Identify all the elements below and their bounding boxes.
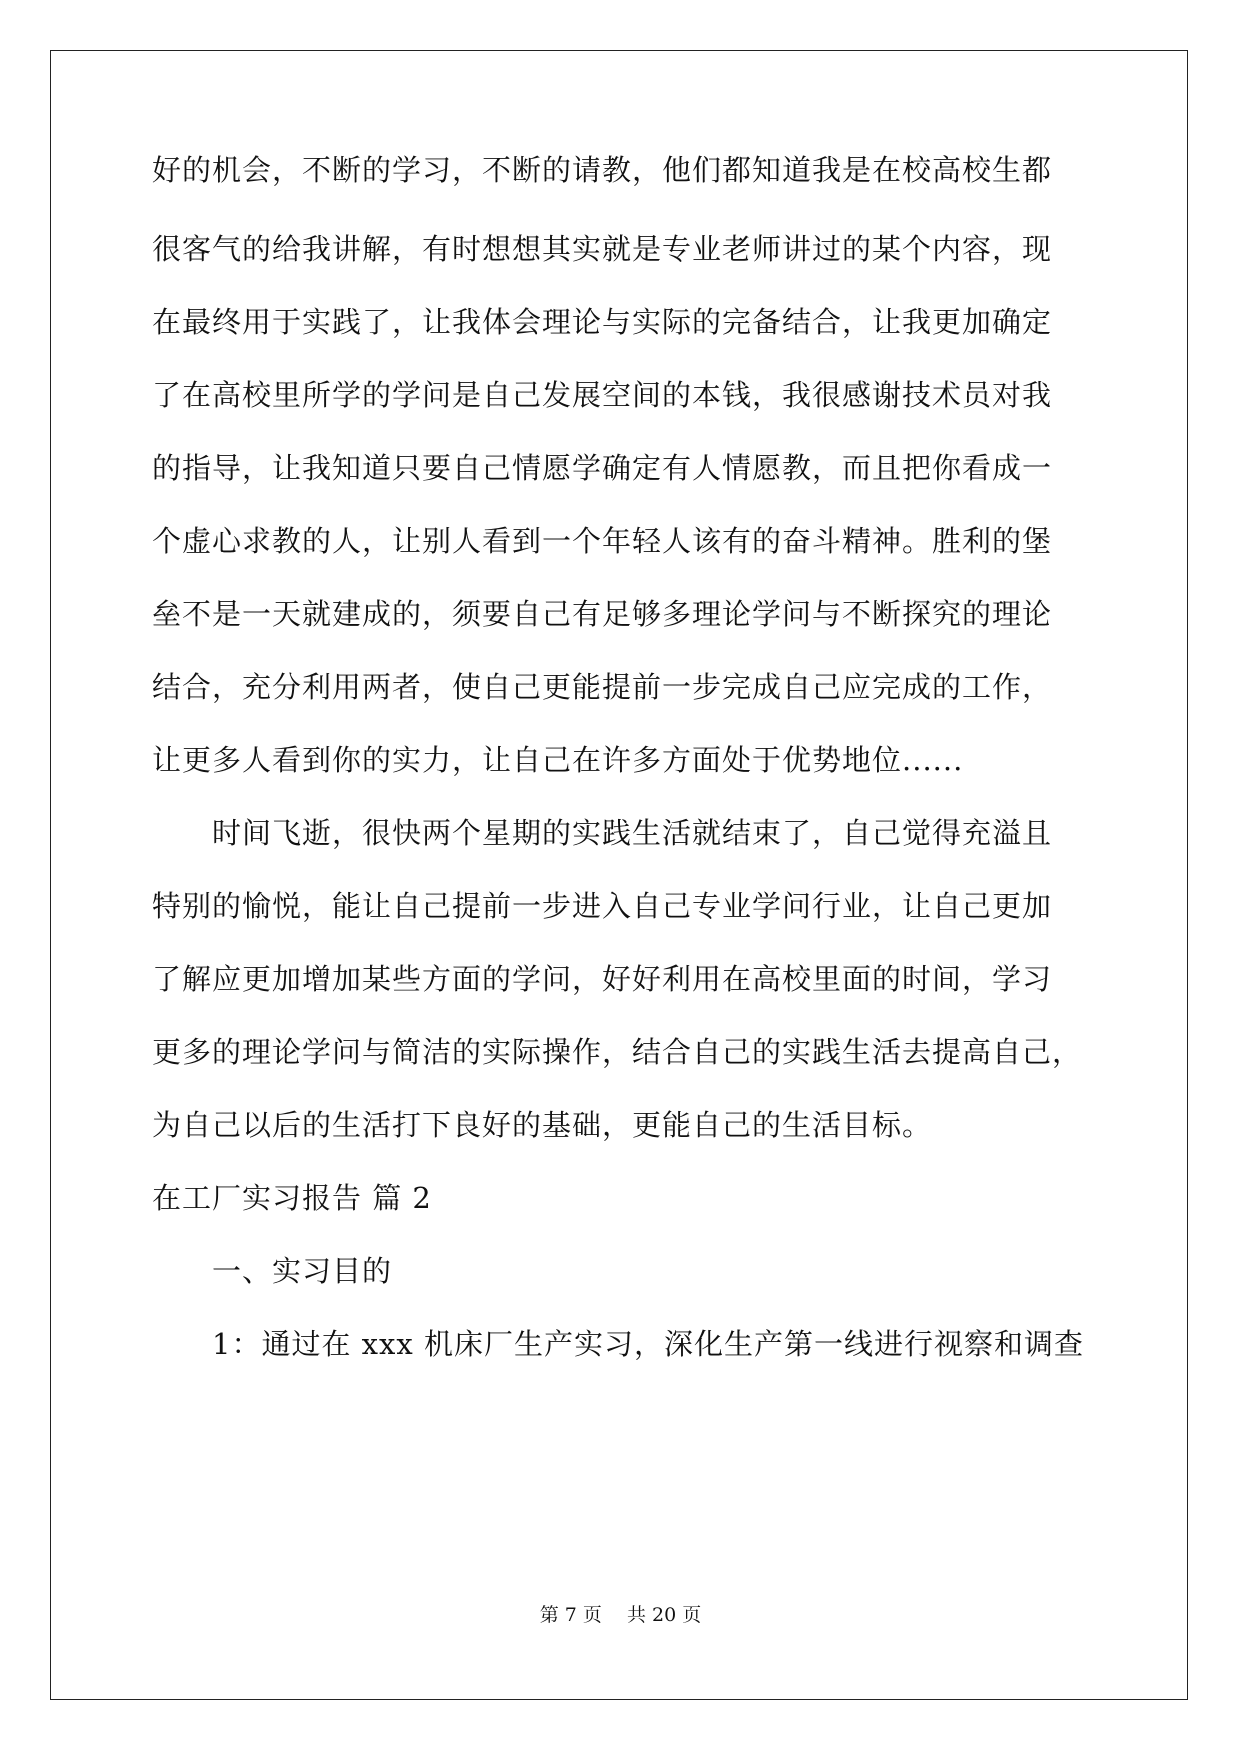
subsection-heading: 一、实习目的	[212, 1254, 393, 1288]
body-text-line: 好的机会，不断的学习，不断的请教，他们都知道我是在校高校生都	[152, 153, 1053, 187]
body-text-line: 很客气的给我讲解，有时想想其实就是专业老师讲过的某个内容，现	[152, 232, 1053, 266]
body-text-line: 让更多人看到你的实力，让自己在许多方面处于优势地位......	[152, 743, 964, 777]
page-border	[50, 50, 1188, 1700]
body-text-line: 垒不是一天就建成的，须要自己有足够多理论学问与不断探究的理论	[152, 597, 1053, 631]
section-heading: 在工厂实习报告 篇 2	[152, 1181, 432, 1215]
page-number-footer: 第 7 页 共 20 页	[539, 1604, 702, 1626]
body-text-line: 特别的愉悦，能让自己提前一步进入自己专业学问行业，让自己更加	[152, 889, 1053, 923]
body-text-line: 结合，充分利用两者，使自己更能提前一步完成自己应完成的工作，	[152, 670, 1053, 704]
body-text-line: 的指导，让我知道只要自己情愿学确定有人情愿教，而且把你看成一	[152, 451, 1053, 485]
body-text-line: 了在高校里所学的学问是自己发展空间的本钱，我很感谢技术员对我	[152, 378, 1053, 412]
body-text-line: 了解应更加增加某些方面的学问，好好利用在高校里面的时间，学习	[152, 962, 1053, 996]
body-text-line: 为自己以后的生活打下良好的基础，更能自己的生活目标。	[152, 1108, 933, 1142]
body-text-line: 个虚心求教的人，让别人看到一个年轻人该有的奋斗精神。胜利的堡	[152, 524, 1053, 558]
list-item: 1：通过在 xxx 机床厂生产实习，深化生产第一线进行视察和调查	[212, 1327, 1084, 1361]
paragraph-first-line: 时间飞逝，很快两个星期的实践生活就结束了，自己觉得充溢且	[212, 816, 1053, 850]
body-text-line: 更多的理论学问与简洁的实际操作，结合自己的实践生活去提高自己，	[152, 1035, 1083, 1069]
body-text-line: 在最终用于实践了，让我体会理论与实际的完备结合，让我更加确定	[152, 305, 1053, 339]
